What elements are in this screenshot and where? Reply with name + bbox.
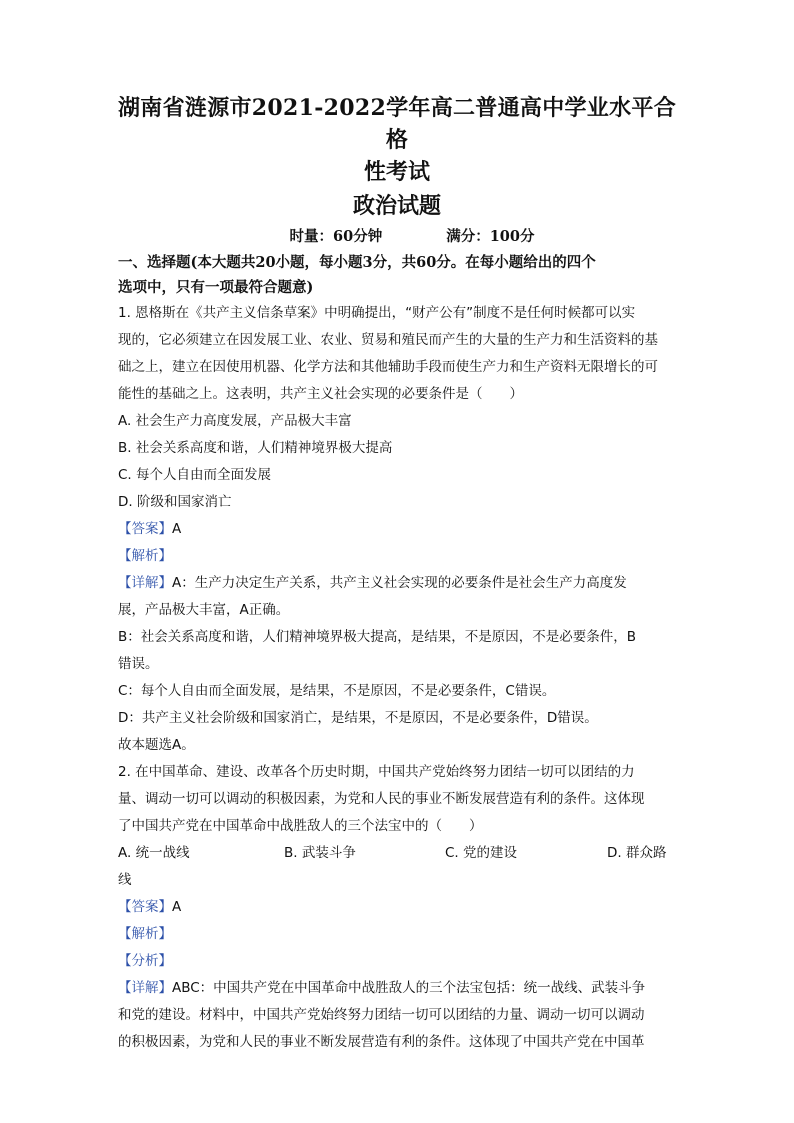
q1-d-line: D：共产主义社会阶级和国家消亡，是结果，不是原因，不是必要条件，D错误。 bbox=[118, 710, 598, 726]
section-heading-line2: 选项中，只有一项最符合题意) bbox=[118, 279, 314, 296]
answer-value: A bbox=[172, 899, 182, 915]
q1-detail-line2: 展，产品极大丰富，A正确。 bbox=[118, 602, 290, 618]
q1-analysis bbox=[118, 543, 676, 570]
q1-conclusion: 故本题选A。 bbox=[118, 737, 195, 753]
q2-stem-line1: 2. 在中国革命、建设、改革各个历史时期，中国共产党始终努力团结一切可以团结的力 bbox=[118, 764, 635, 780]
exam-title-line2: 性考试 bbox=[363, 159, 430, 185]
q2-detail-line3: 的积极因素，为党和人民的事业不断发展营造有利的条件。这体现了中国共产党在中国革 bbox=[118, 1034, 645, 1050]
detail-tag: 【详解】 bbox=[118, 575, 172, 591]
q1-option-d: D. 阶级和国家消亡 bbox=[118, 494, 232, 510]
answer-value: A bbox=[172, 521, 182, 537]
detail-text: ABC：中国共产党在中国革命中战胜敌人的三个法宝包括：统一战线、武装斗争 bbox=[172, 980, 646, 996]
q1-b-line1: B：社会关系高度和谐，人们精神境界极大提高，是结果，不是原因，不是必要条件，B bbox=[118, 629, 637, 645]
q2-option-b: B. 武装斗争 bbox=[284, 845, 356, 861]
q2-option-d: D. 群众路 bbox=[607, 845, 667, 861]
q1-stem-line4: 能性的基础之上。这表明，共产主义社会实现的必要条件是（ ） bbox=[118, 386, 523, 402]
detail-text: A：生产力决定生产关系，共产主义社会实现的必要条件是社会生产力高度发 bbox=[172, 575, 627, 591]
q1-stem-line2: 现的，它必须建立在因发展工业、农业、贸易和殖民而产生的大量的生产力和生活资料的基 bbox=[118, 332, 658, 348]
analysis-tag: 【解析】 bbox=[118, 548, 172, 564]
document-content bbox=[118, 92, 676, 1056]
q1-b-line2: 错误。 bbox=[118, 656, 159, 672]
exam-title-line1: 湖南省涟源市2021-2022学年高二普通高中学业水平合格 bbox=[118, 95, 676, 153]
q1-stem-line1: 1. 恩格斯在《共产主义信条草案》中明确提出，“财产公有”制度不是任何时候都可以实 bbox=[118, 305, 636, 321]
section-heading-line1: 一、选择题(本大题共20小题，每小题3分，共60分。在每小题给出的四个 bbox=[118, 254, 596, 271]
exam-score: 满分：100分 bbox=[446, 228, 535, 245]
question-1 bbox=[118, 300, 676, 759]
question-2 bbox=[118, 759, 676, 1056]
exam-subject: 政治试题 bbox=[352, 193, 441, 219]
q2-stem-line2: 量、调动一切可以调动的积极因素，为党和人民的事业不断发展营造有利的条件。这体现 bbox=[118, 791, 645, 807]
answer-tag: 【答案】 bbox=[118, 899, 172, 915]
q2-options bbox=[118, 840, 676, 867]
q2-detail-line1 bbox=[118, 975, 676, 1002]
q2-option-d-wrap: 线 bbox=[118, 872, 132, 888]
analysis-tag: 【解析】 bbox=[118, 926, 172, 942]
q2-option-a: A. 统一战线 bbox=[118, 845, 190, 861]
exam-meta bbox=[118, 224, 676, 250]
q2-answer bbox=[118, 894, 676, 921]
fenxi-tag: 【分析】 bbox=[118, 953, 172, 969]
q1-c-line: C：每个人自由而全面发展，是结果，不是原因，不是必要条件，C错误。 bbox=[118, 683, 556, 699]
q2-analysis bbox=[118, 921, 676, 948]
q2-fenxi bbox=[118, 948, 676, 975]
q1-option-b: B. 社会关系高度和谐，人们精神境界极大提高 bbox=[118, 440, 393, 456]
q1-option-c: C. 每个人自由而全面发展 bbox=[118, 467, 272, 483]
q2-option-c: C. 党的建设 bbox=[445, 845, 518, 861]
detail-tag: 【详解】 bbox=[118, 980, 172, 996]
q1-option-a: A. 社会生产力高度发展，产品极大丰富 bbox=[118, 413, 352, 429]
exam-time: 时量：60分钟 bbox=[289, 228, 383, 245]
answer-tag: 【答案】 bbox=[118, 521, 172, 537]
q1-stem-line3: 础之上，建立在因使用机器、化学方法和其他辅助手段而使生产力和生产资料无限增长的可 bbox=[118, 359, 658, 375]
q1-detail-line1 bbox=[118, 570, 676, 597]
q2-detail-line2: 和党的建设。材料中，中国共产党始终努力团结一切可以团结的力量、调动一切可以调动 bbox=[118, 1007, 645, 1023]
q2-stem-line3: 了中国共产党在中国革命中战胜敌人的三个法宝中的（ ） bbox=[118, 818, 483, 834]
q1-answer bbox=[118, 516, 676, 543]
